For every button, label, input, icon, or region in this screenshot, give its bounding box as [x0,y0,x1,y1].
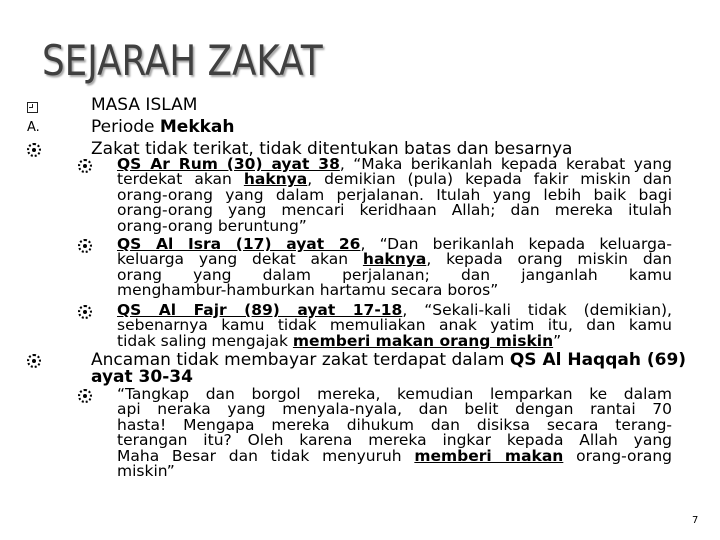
ancaman-surah: QS Al Haqqah (69) [509,350,687,370]
periode-mekkah: Mekkah [159,117,235,137]
emphasis-text: haknya [243,170,308,189]
quote-text: , “Maka berikanlah kepada kerabat yang [339,155,672,173]
quote-text: Maha Besar dan tidak menyuruh [117,446,415,465]
quote-text: keluarga yang dekat akan [117,250,363,269]
zakat-intro-text: Zakat tidak terikat, tidak ditentukan batas dan besarnya [91,139,573,159]
alpha-list-marker: A. [27,120,40,135]
quote-text: hasta! Mengapa mereka dihukum dan disiksa secara terang- [117,415,672,434]
quote-text: , kepada orang miskin dan [426,250,672,269]
quote-line [117,216,672,235]
slide-title: SEJARAH ZAKAT [42,36,323,85]
gear-bullet-icon [27,354,41,368]
heading-periode [91,119,235,135]
quote-text: , “Dan berikanlah kepada keluarga- [360,235,672,253]
ancaman-text [91,352,686,368]
checkbox-bullet-icon [27,102,38,113]
quote-text: orang-orang yang mencari keridhaan Allah; dan mereka itulah [117,201,672,220]
quote-text: terangan itu? Oleh karena mereka ingkar kepada Allah yang [117,431,672,450]
quote-line [117,250,672,269]
emphasis-text: memberi makan [414,446,564,465]
quote-line [117,265,672,284]
emphasis-text: QS Al Fajr (89) ayat 17-18 [117,301,403,319]
quote-line [117,185,672,204]
emphasis-text: memberi makan orang miskin [292,331,554,350]
quote-line [117,331,672,350]
quote-text: sebenarnya kamu tidak memuliakan anak yatim itu, dan kamu [117,316,672,335]
quote-line [117,464,672,478]
ancaman-prefix: Ancaman tidak membayar zakat terdapat dalam [91,350,510,370]
gear-bullet-icon [78,239,92,253]
quote-text: , demikian (pula) kepada fakir miskin dan [307,170,672,189]
quote-text: orang-orang [563,446,672,465]
quote-line [117,170,672,189]
gear-bullet-icon [27,143,41,157]
quote-line [117,303,672,317]
heading-masa-islam: MASA ISLAM [91,95,198,115]
quote-text: menghambur-hamburkan hartamu secara boros” [117,281,499,300]
gear-bullet-icon [78,389,92,403]
periode-label: Periode [91,117,160,137]
quote-text: miskin” [117,462,175,480]
page-number: 7 [692,515,699,526]
gear-bullet-icon [78,159,92,173]
quote-line [117,157,672,171]
quote-text: orang-orang yang dalam perjalanan. Itulah yang lebih baik bagi [117,185,672,204]
quote-text: api neraka yang menyala-nyala, dan belit dengan rantai 70 [117,400,672,419]
quote-line [117,387,672,401]
quote-text: ” [553,331,562,350]
quote-text: terdekat akan [117,170,244,189]
quote-line [117,201,672,220]
gear-bullet-icon [78,305,92,319]
quote-line [117,415,672,434]
quote-line [117,316,672,335]
ancaman-ayat: ayat 30-34 [91,367,193,387]
quote-line [117,431,672,450]
quote-text: , “Sekali-kali tidak (demikian), [402,301,672,319]
quote-text: “Tangkap dan borgol mereka, kemudian lemparkan ke dalam [117,385,672,403]
quote-text: orang-orang beruntung” [117,216,307,235]
quote-line [117,281,672,300]
quote-line [117,237,672,251]
quote-line [117,400,672,419]
emphasis-text: haknya [362,250,427,269]
quote-line [117,446,672,465]
quote-text: orang yang dalam perjalanan; dan janganlah kamu [117,265,672,284]
emphasis-text: QS Al Isra (17) ayat 26 [117,235,361,253]
quote-text: tidak saling mengajak [117,331,293,350]
emphasis-text: QS Ar Rum (30) ayat 38 [117,155,340,173]
